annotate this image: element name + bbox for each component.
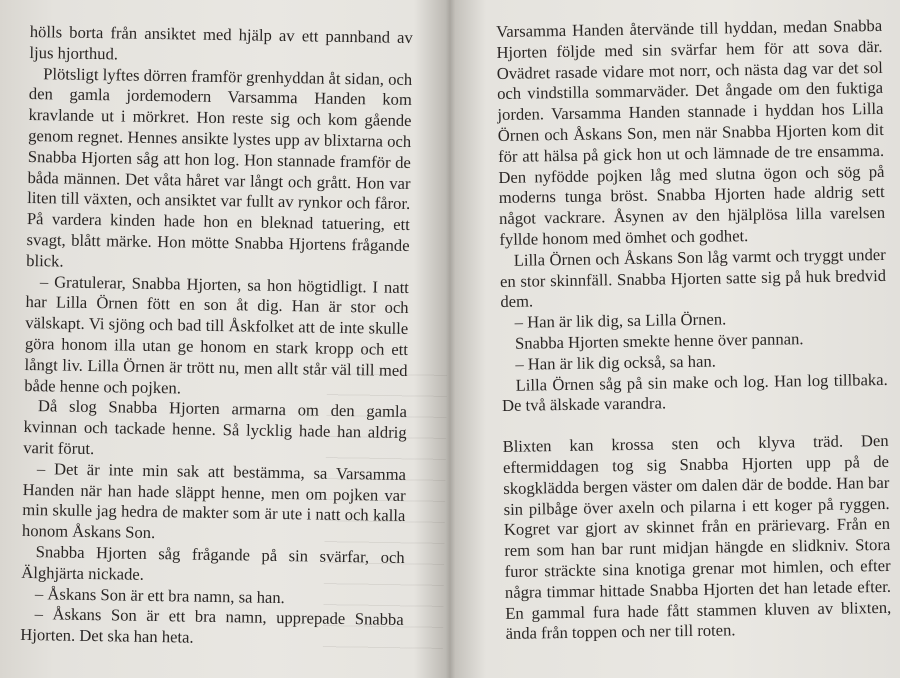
paragraph: Snabba Hjorten såg frågande på sin svärfar, och Älghjärta nickade. [21, 542, 405, 584]
left-page-text [20, 22, 413, 652]
paragraph: Blixten kan krossa sten och klyva träd. Den eftermiddagen tog sig Snabba Hjorten upp på de skogklädda bergen väster om dalen där de bodde. Han bar sin pilbåge över axeln och pilarna i ett koger på ryggen. Kogret var gjort av skinnet från en prärievarg. Från en rem som han bar runt midjan hängde en slidkniv. Stora furor sträckte sina knotiga grenar mot himlen, och efter några timmar hittade Snabba Hjorten det han letade efter. En gammal fura hade fått stammen kluven av blixten, ända från toppen och ner till roten. [502, 431, 892, 644]
paragraph: – Han är lik dig också, sa han. [515, 351, 716, 374]
paragraph: – Det är inte min sak att bestämma, sa Varsamma Handen när han hade släppt henne, men om pojken var min skulle jag hedra de makter som är ute i natt och kalla honom Åskans Son. [21, 458, 407, 543]
paragraph: – Åskans Son är ett bra namn, upprepade Snabba Hjorten. Det ska han heta. [20, 604, 404, 647]
paragraph: – Gratulerar, Snabba Hjorten, sa hon högtidligt. I natt har Lilla Örnen fött en son åt dig. Han är stor och välskapt. Vi sjöng och bad till Åskfolket att de inte skulle göra honom illa utan ge honom en stark kropp och ett långt liv. Lilla Örnen är trött nu, men allt står väl till med både henne och pojken. [24, 271, 410, 397]
paragraph: Då slog Snabba Hjorten armarna om den gamla kvinnan och tackade henne. Så lycklig hade han aldrig varit förut. [23, 396, 408, 458]
right-page-text [496, 16, 892, 645]
paragraph: Lilla Örnen och Åskans Son låg varmt och tryggt under en stor skinnfäll. Snabba Hjorten satte sig på huk bredvid dem. [499, 244, 887, 312]
paragraph: Varsamma Handen återvände till hyddan, medan Snabba Hjorten följde med sin svärfar hem för att sova där. Ovädret rasade vidare mot norr, och nästa dag var det sol och vindstilla sommarväder. Det ångade om den fuktiga jorden. Varsamma Handen stannade i hyddan hos Lilla Örnen och Åskans Son, men när Snabba Hjorten kom dit för att hälsa på gick hon ut och lämnade de tre ensamma. Den nyfödde pojken låg med slutna ögon och sög på moderns tunga bröst. Snabba Hjorten hade aldrig sett något vackrare. Åsynen av den hjälplösa lilla varelsen fyllde honom med ömhet och godhet. [496, 15, 886, 249]
paragraph: – Åskans Son är ett bra namn, sa han. [34, 583, 285, 607]
paragraph: hölls borta från ansiktet med hjälp av ett pannband av ljus hjorthud. [29, 22, 413, 64]
paragraph: Lilla Örnen såg på sin make och log. Han log tillbaka. De två älskade varandra. [501, 369, 888, 416]
right-page [452, 0, 900, 678]
left-page [0, 0, 448, 678]
paragraph: Plötsligt lyftes dörren framför grenhyddan åt sidan, och den gamla jordemodern Varsamma Handen kom kravlande ut i mörkret. Hon reste sig och kom gående genom regnet. Hennes ansikte lystes upp av blixtarna och Snabba Hjorten såg att hon log. Hon stannade framför de båda männen. Det våta håret var långt och grått. Hon var liten till växten, och ansiktet var fullt av rynkor och fåror. På vardera kinden hade hon en bleknad tatuering, ett svagt, blått märke. Hon mötte Snabba Hjortens frågande blick. [26, 63, 413, 271]
paragraph: – Han är lik dig, sa Lilla Örnen. [514, 309, 727, 332]
paragraph: Snabba Hjorten smekte henne över pannan. [514, 329, 804, 353]
